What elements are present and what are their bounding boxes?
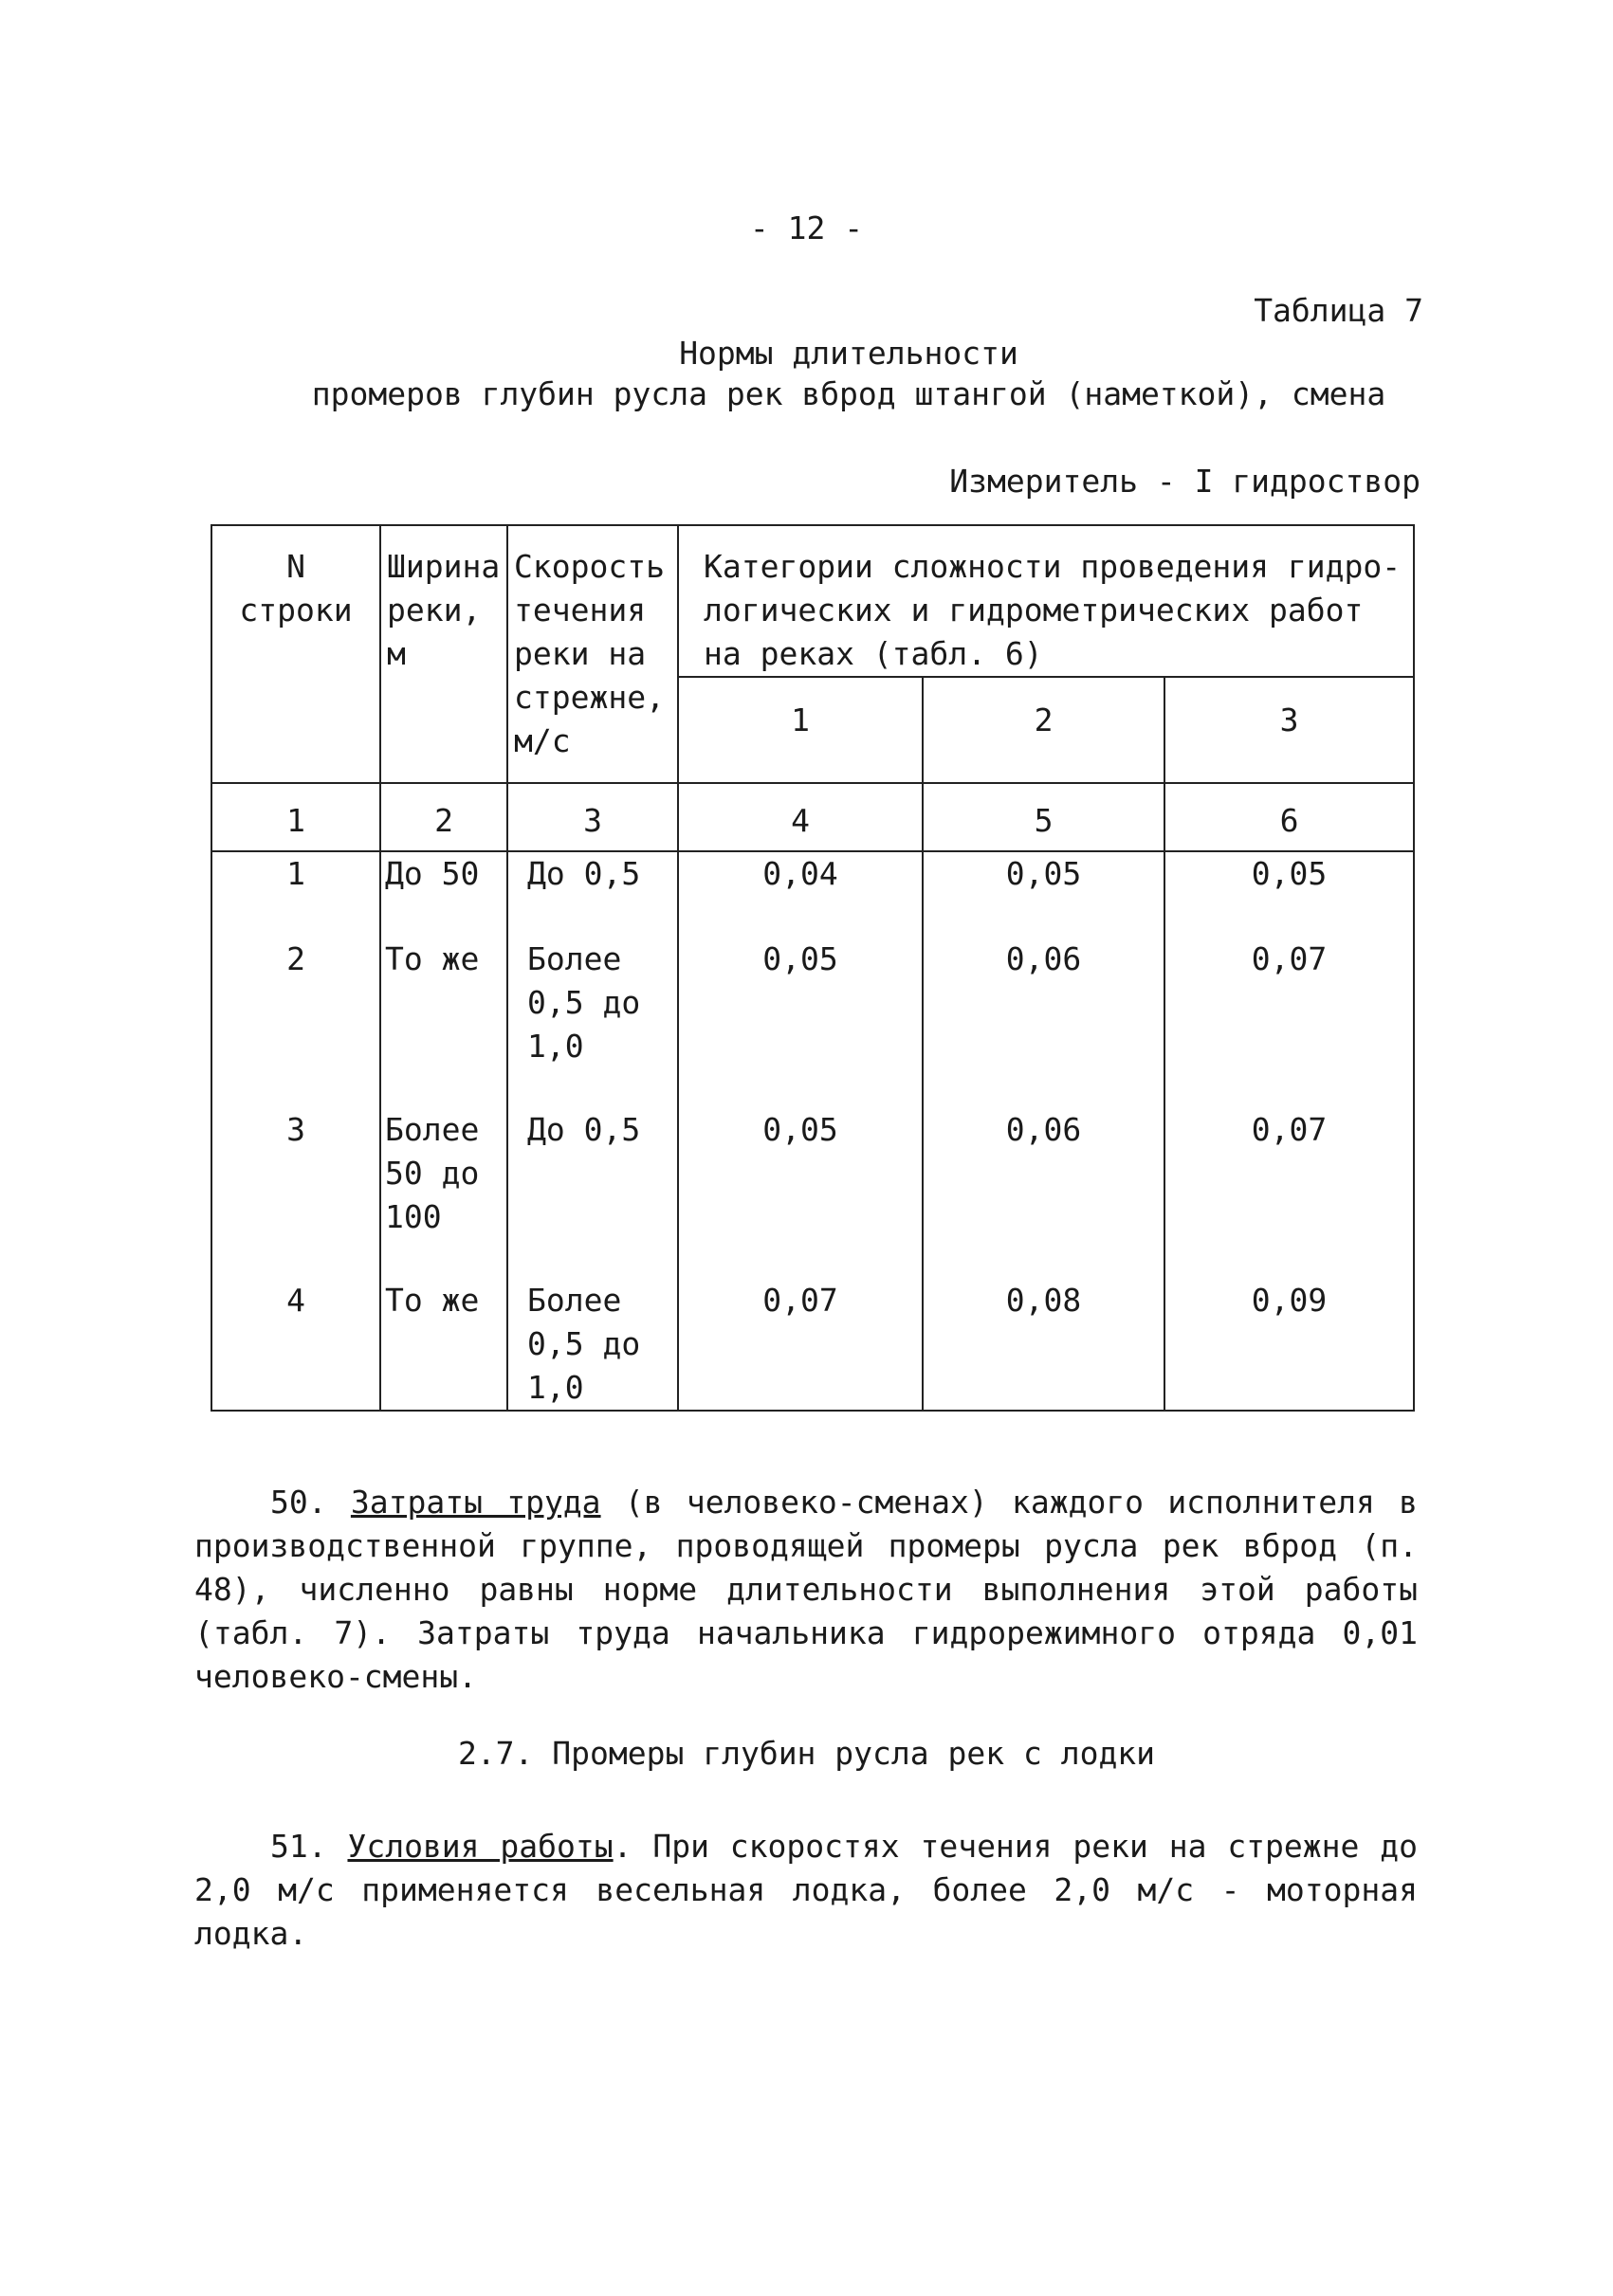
table-title-line-2: промеров глубин русла рек вброд штангой (наметкой), смена xyxy=(311,375,1386,412)
cell-speed: До 0,5 xyxy=(507,851,678,938)
cell-width: До 50 xyxy=(380,851,507,938)
paragraph-number: 51. xyxy=(270,1828,348,1865)
column-number: 6 xyxy=(1164,783,1414,851)
section-heading: 2.7. Промеры глубин русла рек с лодки xyxy=(457,1735,1156,1772)
column-number: 4 xyxy=(678,783,923,851)
paragraph-text: (в человеко-сменах) каждого исполнителя в производственной группе, проводящей промеры русла рек вброд (п. 48), численно равны норме длительности выполнения этой работы (табл. 7). Затраты труда начальника гидрорежимного отряда 0,01 человеко-смены. xyxy=(194,1484,1418,1695)
page-number: - 12 - xyxy=(749,210,864,246)
cell-category-1: 0,05 xyxy=(678,1108,923,1279)
cell-category-2: 0,08 xyxy=(923,1279,1164,1411)
cell-category-2: 0,06 xyxy=(923,938,1164,1108)
cell-row-number: 1 xyxy=(211,851,380,938)
cell-width: Более 50 до 100 xyxy=(380,1108,507,1279)
cell-width: То же xyxy=(380,938,507,1108)
column-number: 1 xyxy=(211,783,380,851)
column-number: 3 xyxy=(507,783,678,851)
paragraph-51 xyxy=(194,1825,1418,1956)
cell-category-3: 0,07 xyxy=(1164,1108,1414,1279)
cell-category-3: 0,07 xyxy=(1164,938,1414,1108)
column-number: 5 xyxy=(923,783,1164,851)
cell-category-2: 0,06 xyxy=(923,1108,1164,1279)
header-flow-speed: Скорость течения реки на стрежне, м/с xyxy=(507,525,678,783)
cell-speed: До 0,5 xyxy=(507,1108,678,1279)
norms-table xyxy=(211,524,1415,1412)
table-label: Таблица 7 xyxy=(1254,292,1423,329)
table-title-line-1: Нормы длительности xyxy=(679,335,1018,372)
table-row xyxy=(211,1108,1414,1279)
header-category-1: 1 xyxy=(678,677,923,783)
cell-speed: Более 0,5 до 1,0 xyxy=(507,1279,678,1411)
cell-category-1: 0,07 xyxy=(678,1279,923,1411)
cell-category-3: 0,05 xyxy=(1164,851,1414,938)
header-category-3: 3 xyxy=(1164,677,1414,783)
header-category-2: 2 xyxy=(923,677,1164,783)
table-row xyxy=(211,851,1414,938)
column-number: 2 xyxy=(380,783,507,851)
table-row xyxy=(211,1279,1414,1411)
cell-category-1: 0,04 xyxy=(678,851,923,938)
cell-category-2: 0,05 xyxy=(923,851,1164,938)
table-row xyxy=(211,938,1414,1108)
cell-width: То же xyxy=(380,1279,507,1411)
cell-row-number: 4 xyxy=(211,1279,380,1411)
cell-row-number: 2 xyxy=(211,938,380,1108)
header-categories: Категории сложности проведения гидро- логических и гидрометрических работ на реках (табл. 6) xyxy=(678,525,1414,677)
cell-speed: Более 0,5 до 1,0 xyxy=(507,938,678,1108)
paragraph-number: 50. xyxy=(270,1484,351,1521)
header-river-width: Ширина реки, м xyxy=(380,525,507,783)
cell-category-1: 0,05 xyxy=(678,938,923,1108)
cell-row-number: 3 xyxy=(211,1108,380,1279)
header-row-number: N строки xyxy=(211,525,380,783)
paragraph-text: . При скоростях течения реки на стрежне до 2,0 м/с применяется весельная лодка, более 2,0 м/с - моторная лодка. xyxy=(194,1828,1418,1952)
cell-category-3: 0,09 xyxy=(1164,1279,1414,1411)
paragraph-lead: Условия работы xyxy=(347,1828,614,1865)
unit-note: Измеритель - I гидроствор xyxy=(949,463,1421,500)
paragraph-50 xyxy=(194,1481,1418,1699)
paragraph-lead: Затраты труда xyxy=(350,1484,601,1521)
